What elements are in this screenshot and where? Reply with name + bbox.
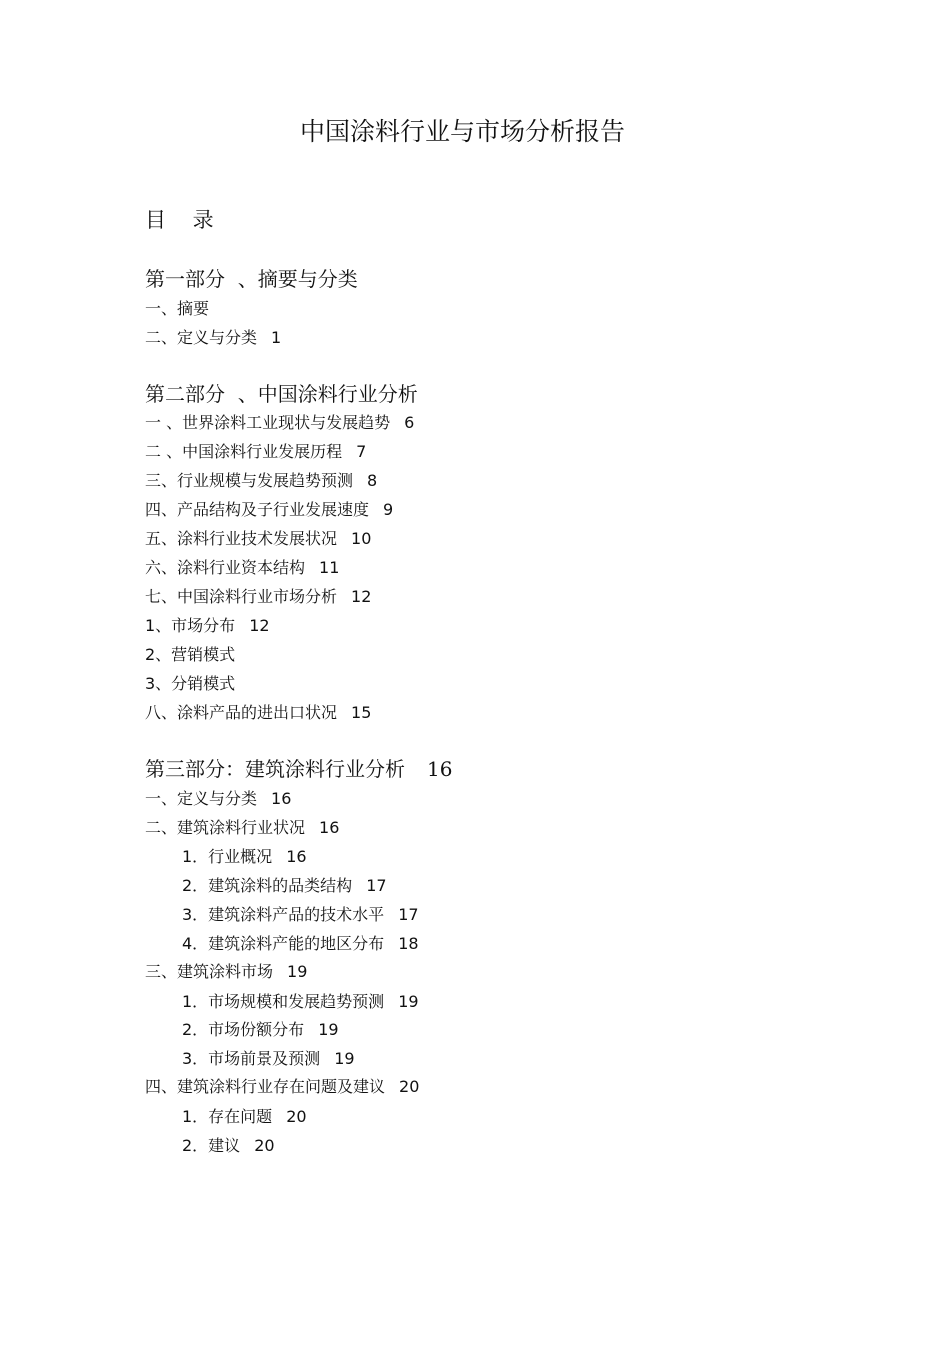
toc-entry-page: 16 [286, 847, 307, 866]
toc-entry-sub [182, 989, 419, 1012]
toc-entry-page: 8 [367, 471, 378, 490]
toc-entry-page: 17 [366, 876, 387, 895]
toc-entry-page: 12 [351, 587, 372, 606]
toc-entry-sub [182, 873, 387, 896]
toc-entry-text: 1．行业概况 [182, 847, 273, 866]
toc-entry [145, 700, 371, 723]
toc-entry-page: 1 [271, 328, 282, 347]
toc-entry-text: 三、行业规模与发展趋势预测 [145, 471, 354, 490]
toc-entry-page: 10 [351, 529, 372, 548]
toc-entry-text: 3．建筑涂料产品的技术水平 [182, 905, 385, 924]
toc-entry-text: 2、营销模式 [145, 645, 236, 664]
toc-entry [145, 613, 270, 636]
toc-entry-page: 9 [383, 500, 394, 519]
toc-entry [145, 439, 366, 462]
toc-entry-text: 一、摘要 [145, 299, 210, 318]
toc-entry-text: 2．建议 [182, 1136, 241, 1155]
toc-entry-text: 三、建筑涂料市场 [145, 962, 274, 981]
toc-entry-text: 2．建筑涂料的品类结构 [182, 876, 353, 895]
toc-entry-page: 19 [334, 1049, 355, 1068]
toc-entry [145, 497, 393, 520]
toc-entry-page: 16 [319, 818, 340, 837]
toc-entry-text: 五、涂料行业技术发展状况 [145, 529, 338, 548]
toc-entry [145, 1074, 419, 1097]
toc-entry [145, 468, 377, 491]
toc-entry-text: 一 、世界涂料工业现状与发展趋势 [145, 413, 391, 432]
toc-entry-text: 第三部分：建筑涂料行业分析 [145, 757, 405, 781]
toc-entry-text: 二、建筑涂料行业状况 [145, 818, 306, 837]
toc-entry-part [145, 378, 440, 407]
toc-entry-text: 1、市场分布 [145, 616, 236, 635]
toc-entry-text: 四、建筑涂料行业存在问题及建议 [145, 1077, 386, 1096]
toc-entry [145, 671, 249, 694]
toc-entry [145, 555, 339, 578]
toc-entry-text: 2．市场份额分布 [182, 1020, 305, 1039]
toc-entry-text: 4．建筑涂料产能的地区分布 [182, 934, 385, 953]
toc-entry-text: 八、涂料产品的进出口状况 [145, 703, 338, 722]
toc-entry [145, 959, 307, 982]
toc-entry-text: 3．市场前景及预测 [182, 1049, 321, 1068]
toc-entry-page: 12 [249, 616, 270, 635]
toc-entry-page: 16 [427, 757, 453, 781]
toc-heading: 目 录 [145, 208, 224, 232]
toc-entry-text: 1．存在问题 [182, 1107, 273, 1126]
toc-entry [145, 526, 371, 549]
toc-entry-text: 3、分销模式 [145, 674, 236, 693]
toc-entry-page: 20 [254, 1136, 275, 1155]
toc-entry-page: 17 [398, 905, 419, 924]
toc-entry [145, 296, 223, 319]
toc-entry-text: 第一部分 、摘要与分类 [145, 267, 358, 291]
toc-entry-page: 16 [271, 789, 292, 808]
toc-entry-sub [182, 931, 419, 954]
toc-entry-part [145, 753, 452, 782]
toc-entry-page: 15 [351, 703, 372, 722]
toc-entry-page: 20 [399, 1077, 420, 1096]
toc-entry-text: 六、涂料行业资本结构 [145, 558, 306, 577]
toc-entry-page: 19 [287, 962, 308, 981]
toc-entry [145, 410, 414, 433]
toc-entry [145, 584, 371, 607]
toc-entry-text: 七、中国涂料行业市场分析 [145, 587, 338, 606]
toc-entry-page: 18 [398, 934, 419, 953]
document-title: 中国涂料行业与市场分析报告 [299, 117, 625, 146]
toc-entry-page: 11 [319, 558, 340, 577]
toc-entry-part [145, 263, 380, 292]
toc-entry-page: 6 [404, 413, 415, 432]
toc-entry-sub [182, 1017, 339, 1040]
toc-entry-page: 7 [356, 442, 367, 461]
toc-entry-sub [182, 1133, 275, 1156]
toc-entry [145, 642, 249, 665]
toc-entry-sub [182, 1046, 355, 1069]
toc-entry-page: 19 [318, 1020, 339, 1039]
toc-entry-sub [182, 844, 307, 867]
toc-entry [145, 325, 281, 348]
toc-entry-text: 二 、中国涂料行业发展历程 [145, 442, 343, 461]
toc-entry-text: 1．市场规模和发展趋势预测 [182, 992, 385, 1011]
toc-entry [145, 786, 291, 809]
toc-entry-sub [182, 1104, 307, 1127]
toc-entry-text: 四、产品结构及子行业发展速度 [145, 500, 370, 519]
toc-entry-text: 一、定义与分类 [145, 789, 258, 808]
toc-entry-sub [182, 902, 419, 925]
toc-entry-page: 19 [398, 992, 419, 1011]
toc-entry-text: 二、定义与分类 [145, 328, 258, 347]
toc-entry-page: 20 [286, 1107, 307, 1126]
toc-entry-text: 第二部分 、中国涂料行业分析 [145, 382, 418, 406]
toc-entry [145, 815, 339, 838]
